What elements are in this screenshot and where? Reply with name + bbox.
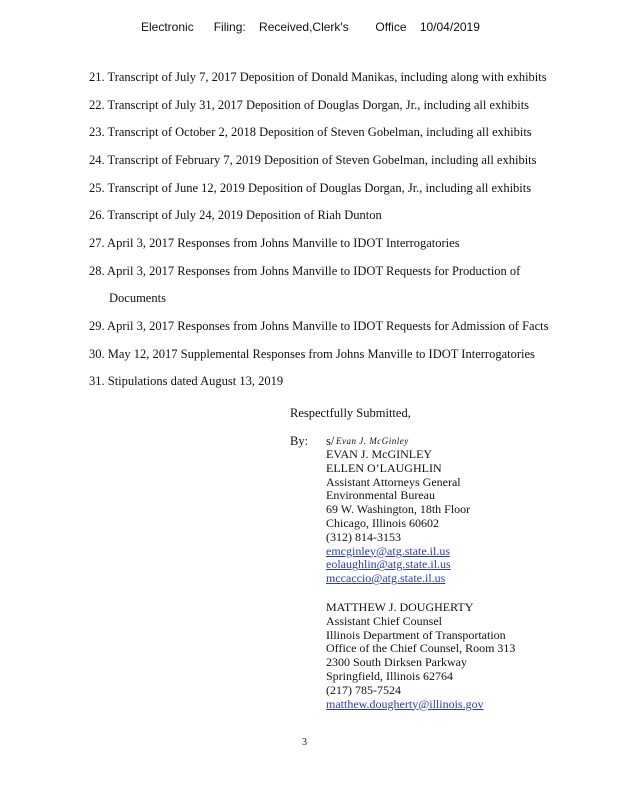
email-link[interactable]: mccaccio@atg.state.il.us (326, 571, 446, 586)
attorney-title: Assistant Chief Counsel (326, 613, 442, 628)
office-name: Office of the Chief Counsel, Room 313 (326, 641, 516, 656)
bureau-name: Environmental Bureau (326, 488, 435, 503)
attorney-name: ELLEN O’LAUGHLIN (326, 460, 442, 475)
attorney-name: MATTHEW J. DOUGHERTY (326, 600, 474, 614)
address-line: 2300 South Dirksen Parkway (326, 655, 467, 670)
address-line: Springfield, Illinois 62764 (326, 668, 453, 683)
phone-number: (312) 814-3153 (326, 529, 401, 544)
list-item: 31. Stipulations dated August 13, 2019 (89, 374, 284, 389)
by-label: By: (290, 434, 309, 448)
attorney-title: Assistant Attorneys General (326, 474, 461, 489)
signature-prefix: s/ (326, 434, 335, 448)
email-link[interactable]: emcginley@atg.state.il.us (326, 543, 451, 558)
list-item: 26. Transcript of July 24, 2019 Deposition of Riah Dunton (89, 208, 382, 223)
address-line: 69 W. Washington, 18th Floor (326, 502, 471, 517)
list-item: 21. Transcript of July 7, 2017 Deposition of Donald Manikas, including along with exhibits (89, 70, 547, 84)
address-line: Chicago, Illinois 60602 (326, 515, 439, 530)
phone-number: (217) 785-7524 (326, 682, 401, 697)
signature-handwritten: Evan J. McGinley (336, 436, 409, 446)
list-item: 27. April 3, 2017 Responses from Johns Manville to IDOT Interrogatories (89, 236, 460, 251)
list-item-28 (89, 264, 589, 307)
filing-stamp-header: Electronic Filing: Received,Clerk's Office 10/04/2019 (141, 20, 480, 34)
signature-block-ag (326, 448, 470, 586)
list-item: 23. Transcript of October 2, 2018 Deposition of Steven Gobelman, including all exhibits (89, 125, 532, 140)
exhibit-list (89, 70, 589, 402)
list-item: 25. Transcript of June 12, 2019 Deposition of Douglas Dorgan, Jr., including all exhibits (89, 180, 532, 195)
department-name: Illinois Department of Transportation (326, 627, 506, 642)
list-item: 24. Transcript of February 7, 2019 Deposition of Steven Gobelman, including all exhibits (89, 153, 537, 168)
list-item: 29. April 3, 2017 Responses from Johns Manville to IDOT Requests for Admission of Facts (89, 319, 549, 333)
list-item: 22. Transcript of July 31, 2017 Deposition of Douglas Dorgan, Jr., including all exhibits (89, 97, 530, 112)
closing-text: Respectfully Submitted, (290, 406, 411, 420)
page-number: 3 (302, 737, 307, 748)
list-item-continuation: Documents (109, 291, 166, 306)
email-link[interactable]: eolaughlin@atg.state.il.us (326, 557, 451, 572)
attorney-name: EVAN J. McGINLEY (326, 447, 433, 461)
email-link[interactable]: matthew.dougherty@illinois.gov (326, 696, 484, 711)
list-item-text: 28. April 3, 2017 Responses from Johns Manville to IDOT Requests for Production of (89, 263, 521, 278)
list-item: 30. May 12, 2017 Supplemental Responses from Johns Manville to IDOT Interrogatories (89, 346, 535, 361)
signature-block-idot (326, 601, 515, 711)
